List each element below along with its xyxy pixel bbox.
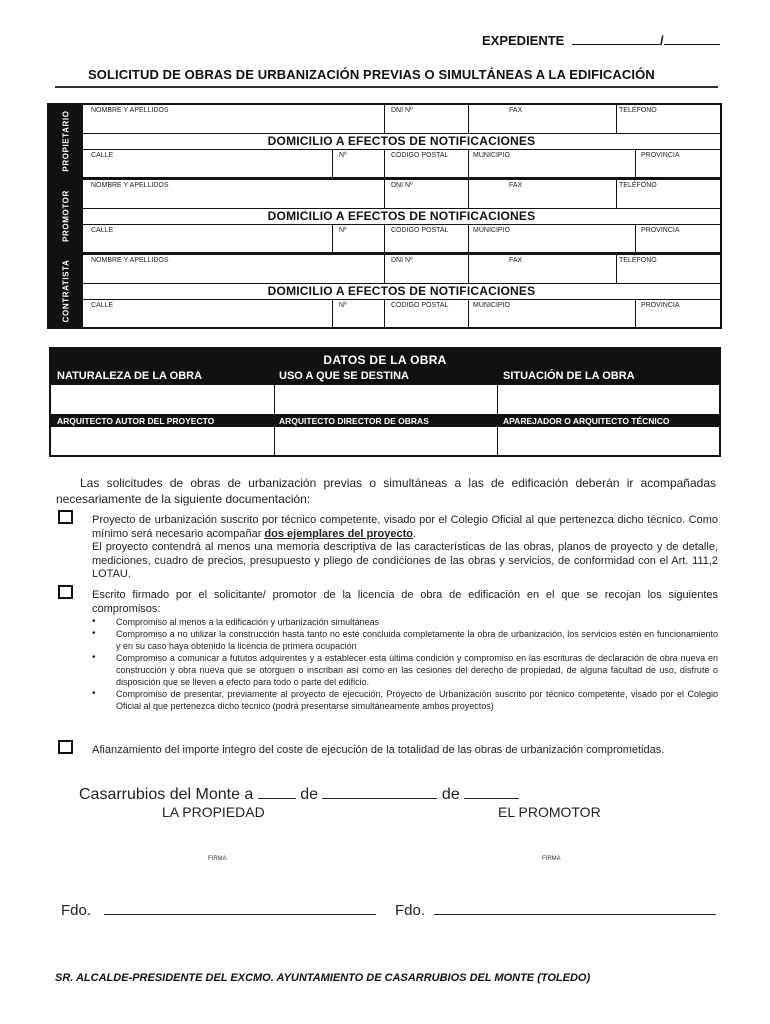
divider xyxy=(468,255,469,283)
expediente-field xyxy=(482,33,720,48)
dni-input[interactable] xyxy=(387,190,467,207)
dni-input[interactable] xyxy=(387,265,467,282)
firma-label-left: FIRMA xyxy=(208,856,227,862)
footer-recipient: SR. ALCALDE-PRESIDENTE DEL EXCMO. AYUNTAMIENTO DE CASARRUBIOS DEL MONTE (TOLEDO) xyxy=(55,972,591,984)
divider xyxy=(468,299,469,327)
item-proyecto-bold: dos ejemplares del proyecto xyxy=(264,527,413,540)
name-label: NOMBRE Y APELLIDOS xyxy=(91,257,169,264)
number-input[interactable] xyxy=(334,235,383,252)
divider xyxy=(635,224,636,252)
divider xyxy=(384,224,385,252)
compromisos-list xyxy=(90,616,718,712)
compromiso-item: • Compromiso al menos a la edificación y urbanización simultáneas xyxy=(90,616,718,628)
fdo-left xyxy=(61,901,376,919)
docs-intro: Las solicitudes de obras de urbanización previas o simultáneas a las de edificación deberán ir acompañadas necesariamente de la siguiente documentación: xyxy=(56,476,716,506)
item-proyecto xyxy=(92,514,718,582)
situacion-input[interactable] xyxy=(498,385,719,414)
domicilio-heading: DOMICILIO A EFECTOS DE NOTIFICACIONES xyxy=(267,134,536,148)
uso-input[interactable] xyxy=(275,385,497,414)
de-text: de xyxy=(300,786,319,803)
divider xyxy=(616,255,617,283)
item-escrito: Escrito firmado por el solicitante/ promotor de la licencia de obra de edificación en el que se recojan los siguientes compromisos: xyxy=(92,589,718,615)
title-divider xyxy=(55,86,718,88)
divider xyxy=(616,180,617,208)
col-uso: USO A QUE SE DESTINA xyxy=(279,370,409,382)
month-blank[interactable] xyxy=(322,785,437,799)
col-aparejador: APAREJADOR O ARQUITECTO TÉCNICO xyxy=(503,416,670,426)
divider xyxy=(83,224,720,225)
de-text: de xyxy=(441,786,460,803)
fdo-right-blank[interactable] xyxy=(434,901,716,915)
expediente-label: EXPEDIENTE xyxy=(482,33,565,48)
street-input[interactable] xyxy=(85,160,331,177)
party-side-label xyxy=(49,180,83,252)
phone-input[interactable] xyxy=(617,265,720,282)
phone-label: TELÉFONO xyxy=(619,107,657,114)
divider xyxy=(384,180,385,208)
phone-input[interactable] xyxy=(617,115,720,132)
province-label: PROVINCIA xyxy=(641,152,680,159)
province-label: PROVINCIA xyxy=(641,302,680,309)
postal-label: CÓDIGO POSTAL xyxy=(391,302,449,309)
number-label: Nº xyxy=(339,302,347,309)
divider xyxy=(384,105,385,133)
street-input[interactable] xyxy=(85,235,331,252)
town-label: MUNICIPIO xyxy=(473,227,510,234)
checkbox-afianzamiento[interactable] xyxy=(58,740,73,754)
place-date-line xyxy=(79,785,519,804)
party-block-1 xyxy=(47,103,722,179)
obra-title: DATOS DE LA OBRA xyxy=(323,353,447,367)
col-naturaleza: NATURALEZA DE LA OBRA xyxy=(57,370,203,382)
divider xyxy=(468,180,469,208)
propiedad-label: LA PROPIEDAD xyxy=(162,804,265,820)
postal-input[interactable] xyxy=(387,235,467,252)
party-role: PROPIETARIO xyxy=(61,110,71,172)
expediente-year-blank[interactable] xyxy=(664,33,720,45)
street-label: CALLE xyxy=(91,302,114,309)
arquitecto-director-input[interactable] xyxy=(275,427,497,455)
province-input[interactable] xyxy=(637,310,720,327)
province-input[interactable] xyxy=(637,235,720,252)
item-proyecto-text: Proyecto de urbanización suscrito por técnico competente, visado por el Colegio Oficial al que pertenezca dicho técnico. Como mínimo será necesario acompañar xyxy=(92,514,718,540)
fax-input[interactable] xyxy=(469,190,615,207)
item-proyecto-end: . xyxy=(412,527,417,540)
number-input[interactable] xyxy=(334,160,383,177)
expediente-number-blank[interactable] xyxy=(572,33,660,45)
fax-input[interactable] xyxy=(469,115,615,132)
divider xyxy=(635,149,636,177)
arquitecto-autor-input[interactable] xyxy=(51,427,274,455)
dni-input[interactable] xyxy=(387,115,467,132)
phone-input[interactable] xyxy=(617,190,720,207)
postal-input[interactable] xyxy=(387,160,467,177)
town-input[interactable] xyxy=(469,310,634,327)
province-input[interactable] xyxy=(637,160,720,177)
obra-data-table xyxy=(49,347,721,457)
day-blank[interactable] xyxy=(258,785,296,799)
party-role: PROMOTOR xyxy=(61,190,71,242)
fax-label: FAX xyxy=(509,257,523,264)
naturaleza-input[interactable] xyxy=(51,385,274,414)
street-label: CALLE xyxy=(91,227,114,234)
divider xyxy=(384,255,385,283)
divider xyxy=(468,224,469,252)
divider xyxy=(616,105,617,133)
postal-label: CÓDIGO POSTAL xyxy=(391,227,449,234)
col-arquitecto-autor: ARQUITECTO AUTOR DEL PROYECTO xyxy=(57,416,215,426)
postal-input[interactable] xyxy=(387,310,467,327)
party-side-label xyxy=(49,255,83,327)
divider xyxy=(384,299,385,327)
checkbox-escrito[interactable] xyxy=(58,585,73,599)
domicilio-heading: DOMICILIO A EFECTOS DE NOTIFICACIONES xyxy=(267,284,536,298)
name-label: NOMBRE Y APELLIDOS xyxy=(91,182,169,189)
item-proyecto-detail: El proyecto contendrá al menos una memoria descriptiva de las características de las obras, planos de proyecto y de detalle, mediciones, cuadro de precios, presupuesto y pliego de condiciones de las obras y servicios, de conformidad con el Art. 111,2 LOTAU. xyxy=(92,541,718,580)
fax-label: FAX xyxy=(509,182,523,189)
aparejador-input[interactable] xyxy=(498,427,719,455)
dni-label: DNI Nº xyxy=(391,182,413,189)
number-label: Nº xyxy=(339,227,347,234)
fdo-label: Fdo. xyxy=(395,902,426,919)
divider xyxy=(332,224,333,252)
fdo-label: Fdo. xyxy=(61,902,92,919)
divider xyxy=(384,149,385,177)
col-situacion: SITUACIÓN DE LA OBRA xyxy=(503,370,635,382)
phone-label: TELÉFONO xyxy=(619,182,657,189)
domicilio-heading: DOMICILIO A EFECTOS DE NOTIFICACIONES xyxy=(267,209,536,223)
dni-label: DNI Nº xyxy=(391,257,413,264)
street-input[interactable] xyxy=(85,310,331,327)
fdo-left-blank[interactable] xyxy=(104,901,376,915)
fax-label: FAX xyxy=(509,107,523,114)
place-text: Casarrubios del Monte a xyxy=(79,786,254,803)
year-blank[interactable] xyxy=(464,785,519,799)
name-label: NOMBRE Y APELLIDOS xyxy=(91,107,169,114)
name-input[interactable] xyxy=(85,115,383,132)
street-label: CALLE xyxy=(91,152,114,159)
dni-label: DNI Nº xyxy=(391,107,413,114)
town-input[interactable] xyxy=(469,160,634,177)
party-block-2 xyxy=(47,178,722,254)
compromiso-item: • Compromiso a no utilizar la construcción hasta tanto no esté concluida completamente la obra de urbanización, los servicios estén en funcionamiento y en su caso haya obtenido la licencia de primera ocupación xyxy=(90,628,718,652)
province-label: PROVINCIA xyxy=(641,227,680,234)
party-side-label xyxy=(49,105,83,177)
town-label: MUNICIPIO xyxy=(473,152,510,159)
col-arquitecto-director: ARQUITECTO DIRECTOR DE OBRAS xyxy=(279,416,429,426)
page-title: SOLICITUD DE OBRAS DE URBANIZACIÓN PREVIAS O SIMULTÁNEAS A LA EDIFICACIÓN xyxy=(88,67,655,82)
town-input[interactable] xyxy=(469,235,634,252)
name-input[interactable] xyxy=(85,190,383,207)
fax-input[interactable] xyxy=(469,265,615,282)
checkbox-proyecto[interactable] xyxy=(58,510,73,524)
compromiso-item: • Compromiso de presentar, previamente al proyecto de ejecución, Proyecto de Urbanización suscrito por técnico competente, visado por el Colegio Oficial al que pertenezca dicho técnico (podrá presentarse simultáneamente ambos proyectos) xyxy=(90,688,718,712)
number-input[interactable] xyxy=(334,310,383,327)
divider xyxy=(83,299,720,300)
compromiso-item: • Compromiso a comunicar a fututos adquirentes y a establecer esta última condición y compromiso en las escrituras de declaración de obra nueva en construcción y obra nueva que se otorguen o inscriban así como en las cesiones del derecho de propiedad, de alguna facultad de uso, disfrute o disposición que se lleven a efecto para todo o parte del edificio. xyxy=(90,652,718,688)
divider xyxy=(332,299,333,327)
firma-label-right: FIRMA xyxy=(542,856,561,862)
item-afianzamiento: Afianzamiento del importe integro del coste de ejecución de la totalidad de las obras de urbanización comprometidas. xyxy=(92,744,665,756)
phone-label: TELÉFONO xyxy=(619,257,657,264)
postal-label: CÓDIGO POSTAL xyxy=(391,152,449,159)
number-label: Nº xyxy=(339,152,347,159)
party-role: CONTRATISTA xyxy=(61,259,71,323)
divider xyxy=(635,299,636,327)
promotor-label: EL PROMOTOR xyxy=(498,804,601,820)
party-block-3 xyxy=(47,253,722,329)
divider xyxy=(468,105,469,133)
divider xyxy=(83,149,720,150)
name-input[interactable] xyxy=(85,265,383,282)
town-label: MUNICIPIO xyxy=(473,302,510,309)
expediente-separator: / xyxy=(659,33,664,48)
divider xyxy=(468,149,469,177)
divider xyxy=(332,149,333,177)
fdo-right xyxy=(395,901,716,919)
